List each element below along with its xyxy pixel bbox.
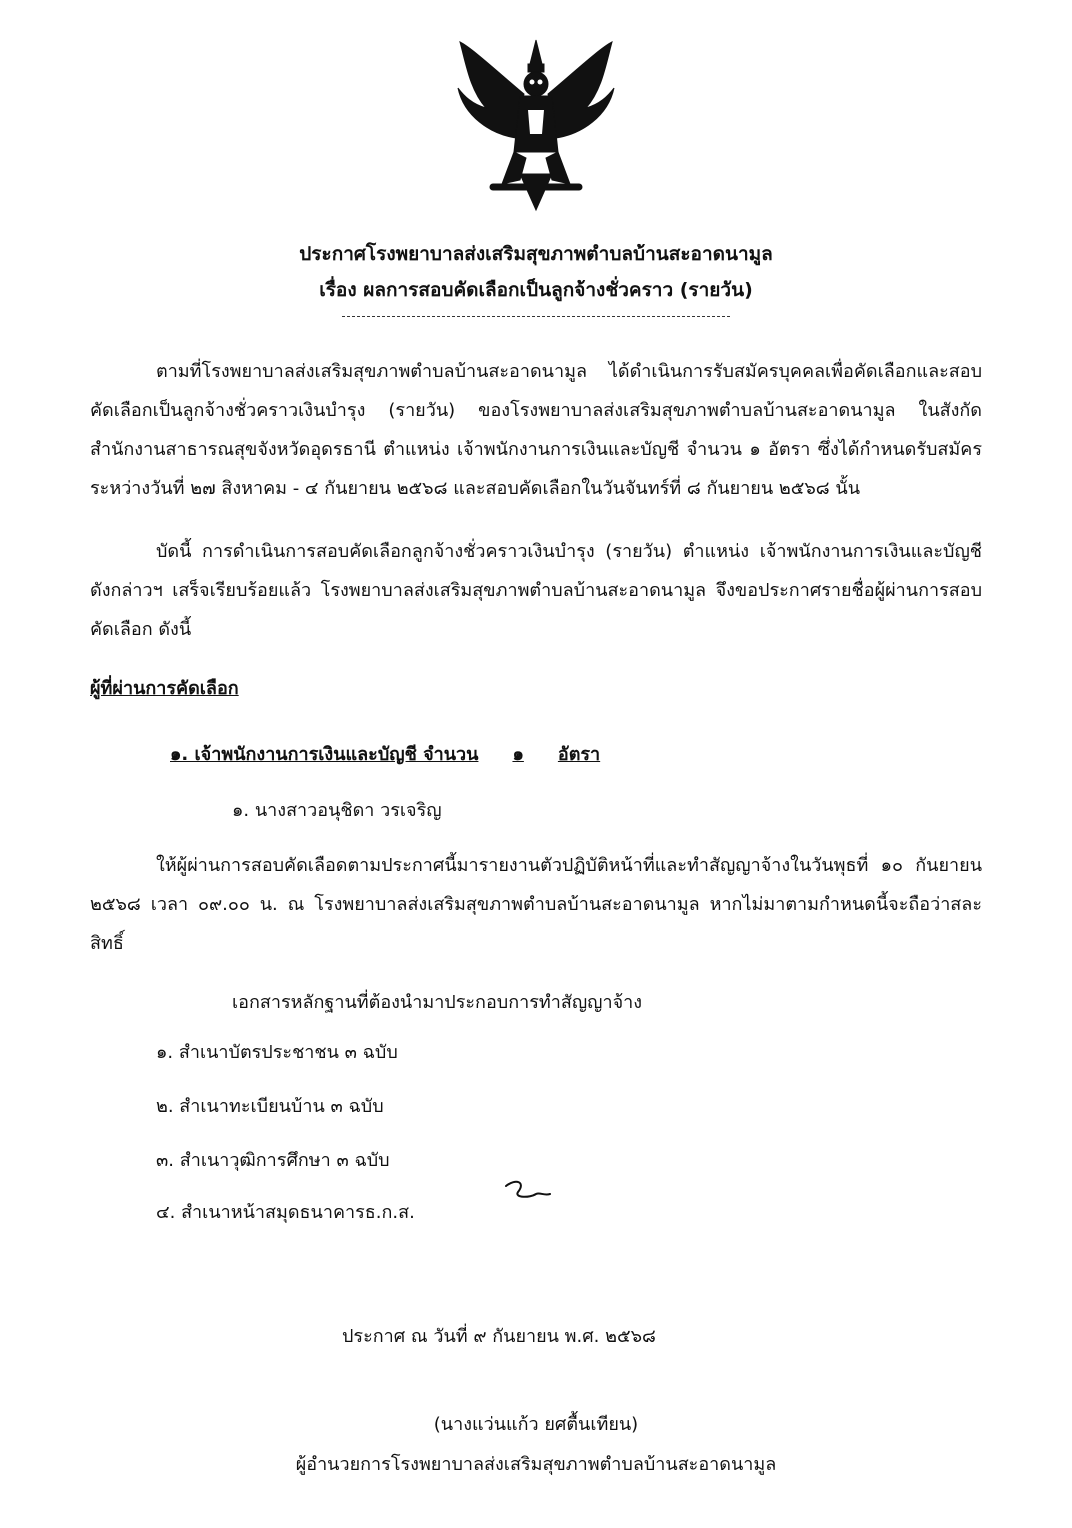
- documents-heading: เอกสารหลักฐานที่ต้องนำมาประกอบการทำสัญญาจ้าง: [232, 992, 643, 1013]
- intro-paragraph: [90, 352, 982, 508]
- announcement-title: ประกาศโรงพยาบาลส่งเสริมสุขภาพตำบลบ้านสะอาดนามูล: [299, 243, 773, 265]
- document-item: ๒. สำเนาทะเบียนบ้าน ๓ ฉบับ: [156, 1096, 384, 1117]
- intro-paragraph-text: ตามที่โรงพยาบาลส่งเสริมสุขภาพตำบลบ้านสะอาดนามูล ได้ดำเนินการรับสมัครบุคคลเพื่อคัดเลือกและสอบคัดเลือกเป็นลูกจ้างชั่วคราวเงินบำรุง (รายวัน) ของโรงพยาบาลส่งเสริมสุขภาพตำบลบ้านสะอาดนามูล ในสังกัดสำนักงานสาธารณสุขจังหวัดอุดรธานี ตำแหน่ง เจ้าพนักงานการเงินและบัญชี จำนวน ๑ อัตรา ซึ่งได้กำหนดรับสมัครระหว่างวันที่ ๒๗ สิงหาคม - ๔ กันยายน ๒๕๖๘ และสอบคัดเลือกในวันจันทร์ที่ ๘ กันยายน ๒๕๖๘ นั้น: [90, 361, 982, 499]
- signer-name: (นางแว่นแก้ว ยศตื้นเทียน): [433, 1414, 639, 1435]
- position-unit: อัตรา: [557, 744, 601, 765]
- garuda-emblem-icon: [450, 34, 622, 214]
- announcement-subject: เรื่อง ผลการสอบคัดเลือกเป็นลูกจ้างชั่วคราว (รายวัน): [319, 279, 753, 301]
- passed-heading: ผู้ที่ผ่านการคัดเลือก: [90, 678, 239, 699]
- position-label: ๑. เจ้าพนักงานการเงินและบัญชี จำนวน: [170, 744, 479, 765]
- document-item: ๔. สำเนาหน้าสมุดธนาคารธ.ก.ส.: [156, 1202, 415, 1223]
- passed-candidate-name: ๑. นางสาวอนุชิดา วรเจริญ: [232, 800, 442, 821]
- document-item: ๑. สำเนาบัตรประชาชน ๓ ฉบับ: [156, 1042, 398, 1063]
- report-paragraph-text: ให้ผู้ผ่านการสอบคัดเลือดตามประกาศนี้มารายงานตัวปฏิบัติหน้าที่และทำสัญญาจ้างในวันพุธที่ ๑๐ กันยายน ๒๕๖๘ เวลา ๐๙.๐๐ น. ณ โรงพยาบาลส่งเสริมสุขภาพตำบลบ้านสะอาดนามูล หากไม่มาตามกำหนดนี้จะถือว่าสละสิทธิ์: [90, 855, 982, 954]
- announce-date: ประกาศ ณ วันที่ ๙ กันยายน พ.ศ. ๒๕๖๘: [342, 1326, 656, 1347]
- signer-title: ผู้อำนวยการโรงพยาบาลส่งเสริมสุขภาพตำบลบ้านสะอาดนามูล: [295, 1454, 777, 1475]
- signature-icon: [500, 1176, 560, 1206]
- result-paragraph: [90, 532, 982, 649]
- position-line: [170, 742, 600, 768]
- document-item: ๓. สำเนาวุฒิการศึกษา ๓ ฉบับ: [156, 1150, 390, 1171]
- title-divider: [342, 316, 730, 317]
- result-paragraph-text: บัดนี้ การดำเนินการสอบคัดเลือกลูกจ้างชั่วคราวเงินบำรุง (รายวัน) ตำแหน่ง เจ้าพนักงานการเงินและบัญชี ดังกล่าวฯ เสร็จเรียบร้อยแล้ว โรงพยาบาลส่งเสริมสุขภาพตำบลบ้านสะอาดนามูล จึงขอประกาศรายชื่อผู้ผ่านการสอบคัดเลือก ดังนี้: [90, 541, 982, 640]
- position-count: ๑: [512, 744, 524, 765]
- report-paragraph: [90, 846, 982, 963]
